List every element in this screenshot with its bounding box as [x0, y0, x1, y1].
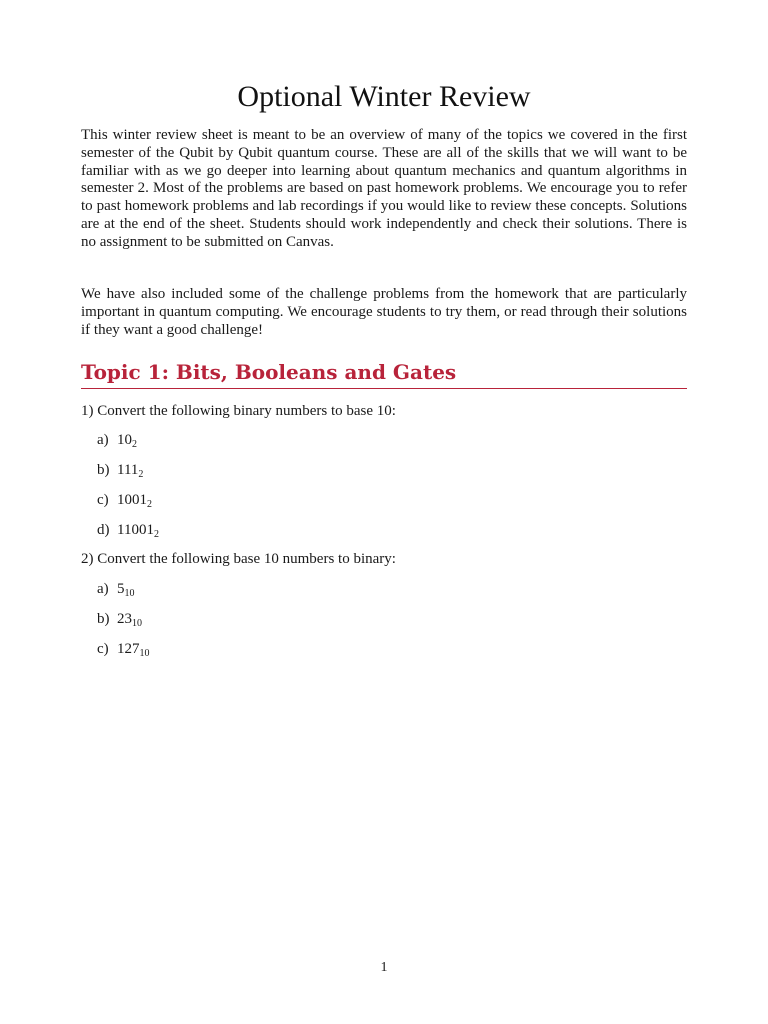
question-2-item-c	[97, 641, 150, 658]
item-value: 11001	[117, 522, 154, 538]
item-letter: b)	[97, 462, 110, 478]
intro-paragraph-2: We have also included some of the challenge problems from the homework that are particularly important in quantum computing. We encourage students to try them, or read through their solutions if they want a good challenge!	[81, 286, 687, 338]
item-base: 2	[132, 439, 137, 450]
page-number: 1	[380, 960, 388, 975]
item-letter: a)	[97, 432, 109, 448]
question-1-item-b	[97, 462, 143, 479]
item-base: 10	[132, 618, 142, 629]
item-base: 2	[138, 469, 144, 480]
question-2-item-b	[97, 611, 142, 628]
intro-paragraph-1: This winter review sheet is meant to be an overview of many of the topics we covered in the first semester of the Qubit by Qubit quantum course. These are all of the skills that we will want to be familiar with as we go deeper into learning about quantum mechanics and quantum algorithms in semester 2. Most of the problems are based on past homework problems. We encourage you to refer to past homework problems and lab recordings if you would like to review these concepts. Solutions are at the end of the sheet. Students should work independently and check their solutions. There is no assignment to be submitted on Canvas.	[81, 127, 687, 250]
item-value: 5	[117, 581, 125, 597]
question-1-prompt: 1) Convert the following binary numbers to base 10:	[81, 403, 396, 419]
item-letter: c)	[97, 492, 109, 508]
item-letter: d)	[97, 522, 110, 538]
item-value: 1001	[117, 492, 147, 508]
question-2-item-a	[97, 581, 135, 598]
item-letter: c)	[97, 641, 109, 657]
item-value: 10	[117, 432, 132, 448]
item-value: 111	[117, 462, 139, 478]
question-1-item-c	[97, 492, 152, 509]
question-1-item-d	[97, 522, 159, 539]
item-base: 2	[153, 529, 159, 540]
item-value: 23	[117, 611, 132, 627]
item-base: 2	[147, 499, 152, 510]
section-heading-topic-1: Topic 1: Bits, Booleans and Gates	[81, 360, 687, 389]
question-2-prompt: 2) Convert the following base 10 numbers to binary:	[81, 551, 396, 567]
item-value: 127	[117, 641, 140, 657]
item-base: 10	[139, 648, 150, 659]
item-base: 10	[124, 588, 135, 599]
item-letter: b)	[97, 611, 110, 627]
page-title: Optional Winter Review	[237, 80, 531, 113]
item-letter: a)	[97, 581, 109, 597]
question-1-item-a	[97, 432, 137, 449]
